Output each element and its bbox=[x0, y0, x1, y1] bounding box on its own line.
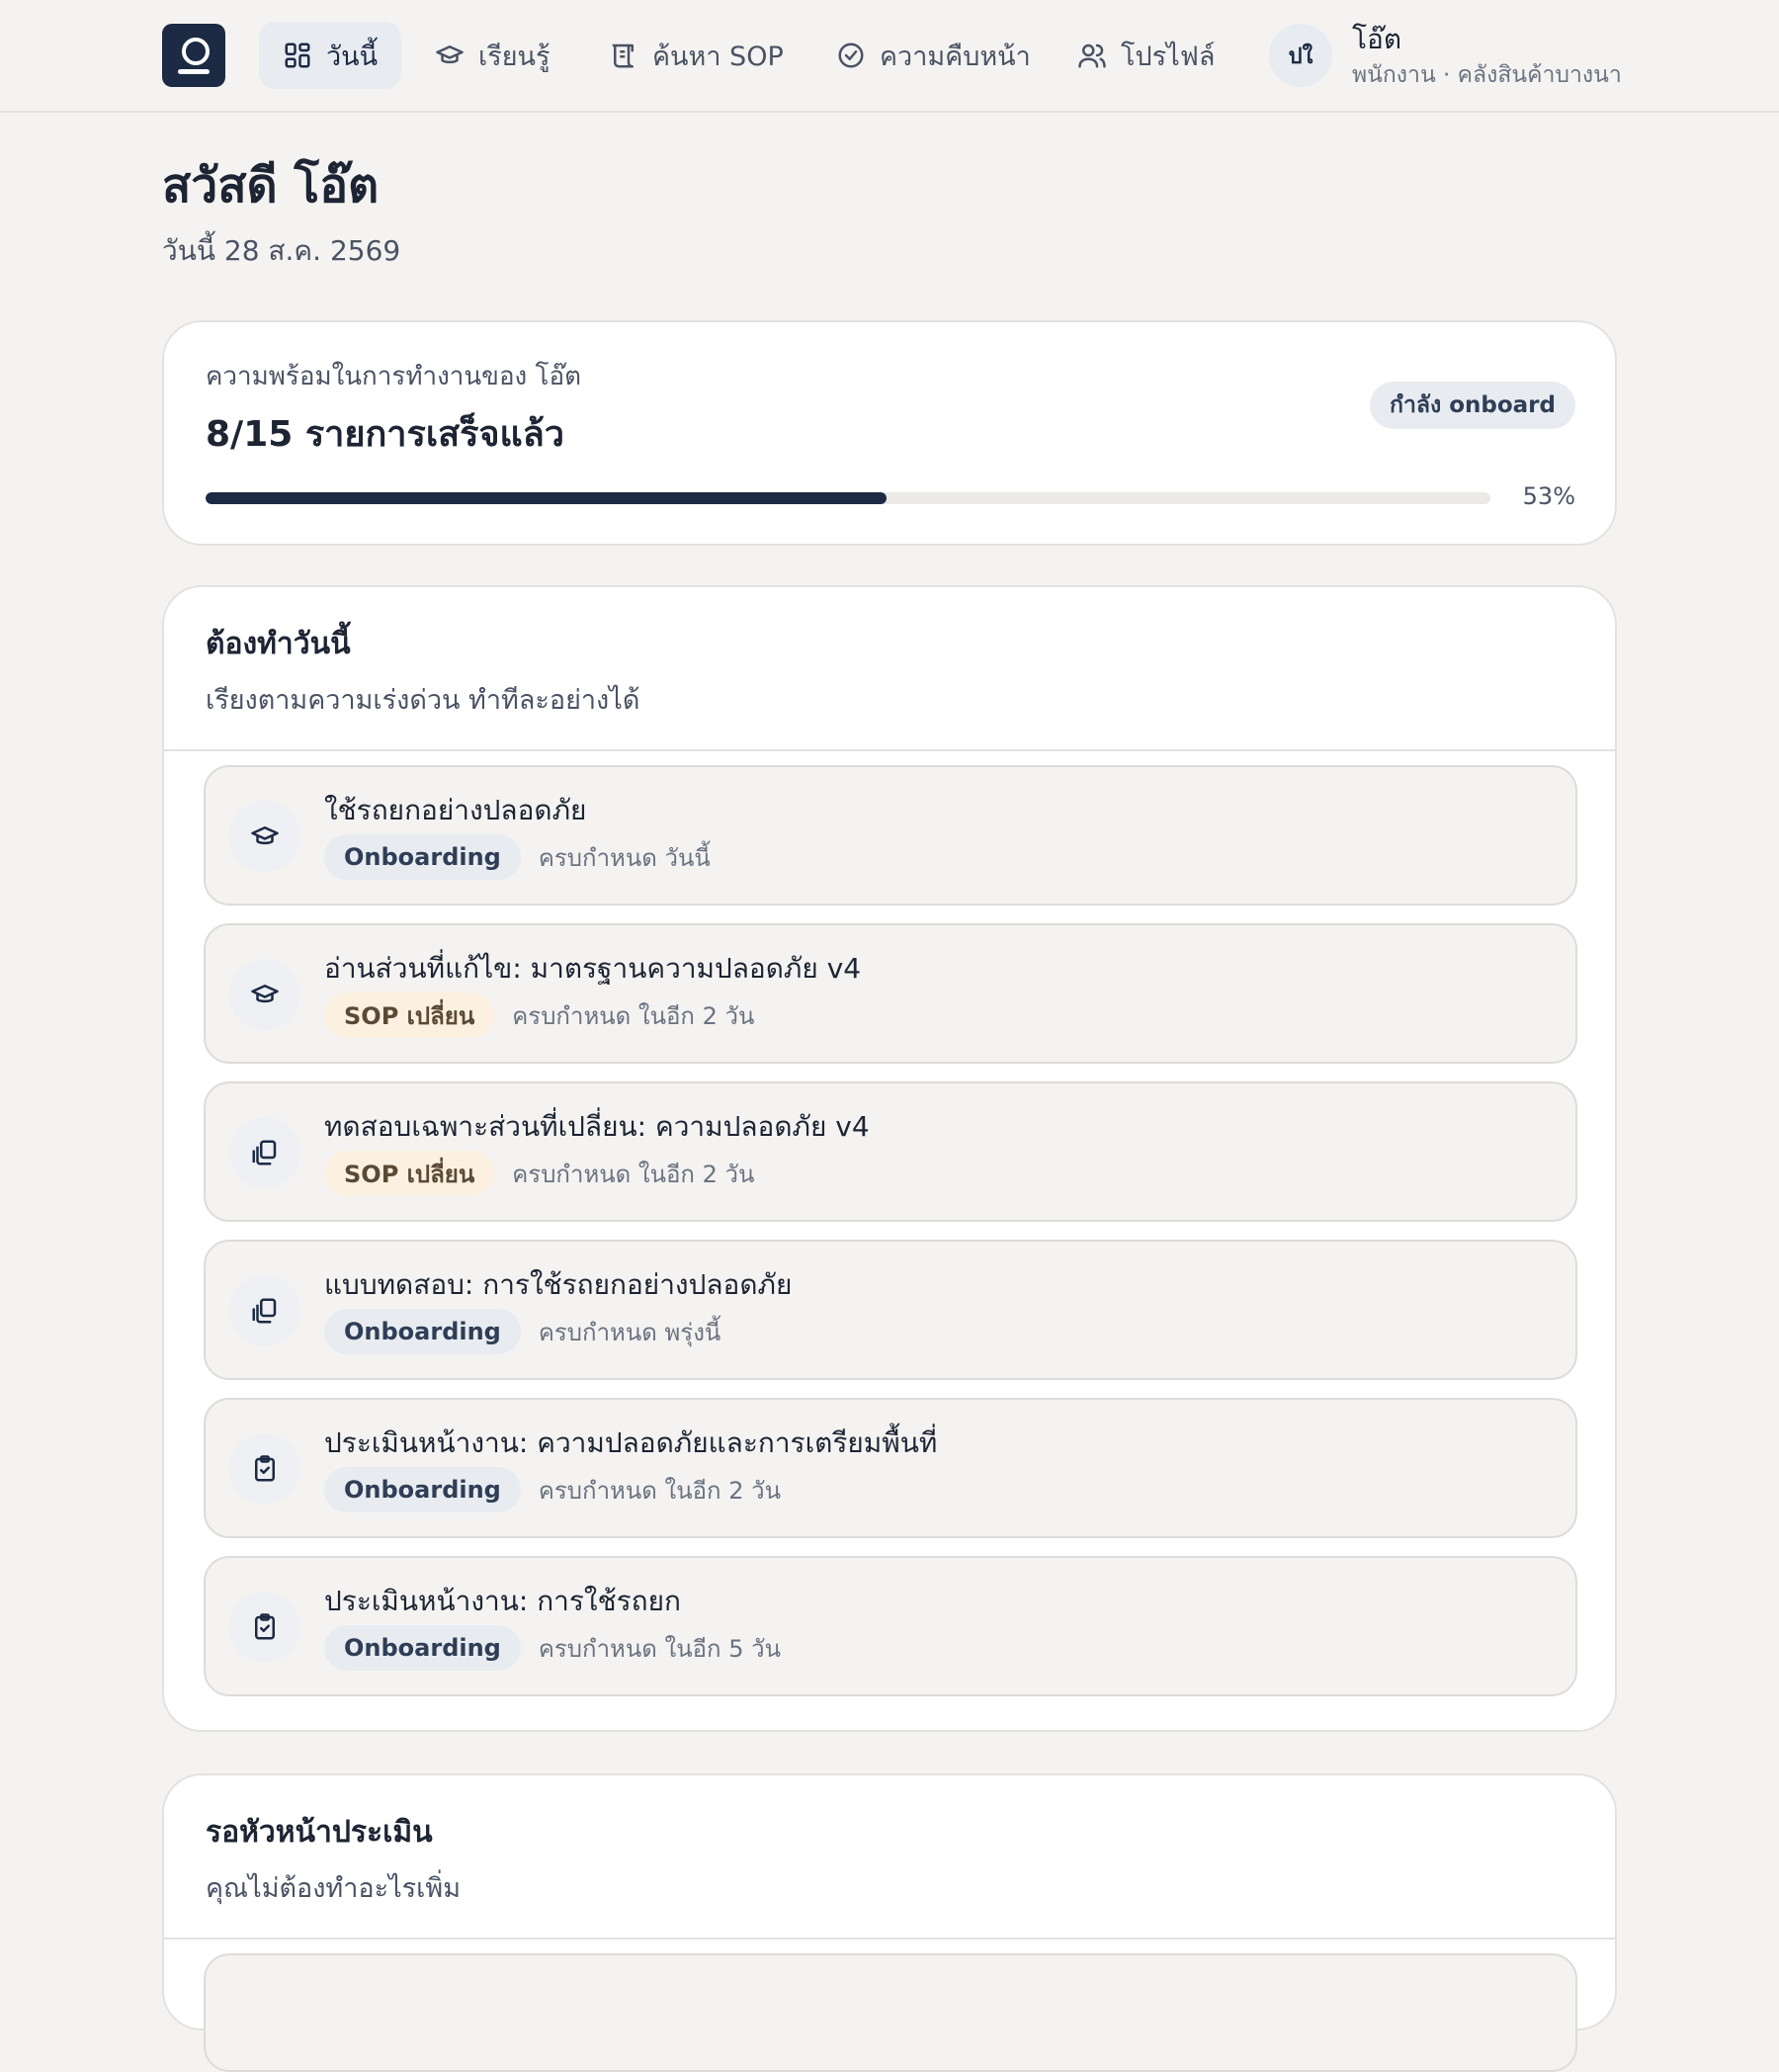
task-meta bbox=[324, 993, 754, 1038]
section-subtitle: คุณไม่ต้องทำอะไรเพิ่ม bbox=[206, 1873, 462, 1904]
task-meta bbox=[324, 834, 711, 880]
section-title: รอหัวหน้าประเมิน bbox=[206, 1815, 433, 1850]
graduation-cap-icon bbox=[250, 980, 280, 1009]
task-title: ประเมินหน้างาน: การใช้รถยก bbox=[324, 1585, 681, 1617]
task-tag: SOP เปลี่ยน bbox=[324, 993, 494, 1038]
task-due: ครบกำหนด ในอีก 2 วัน bbox=[538, 1476, 781, 1505]
pending-item[interactable] bbox=[204, 1953, 1577, 2072]
task-due: ครบกำหนด วันนี้ bbox=[538, 843, 711, 872]
dashboard-grid-icon bbox=[283, 41, 312, 70]
progress-percent: 53% bbox=[1522, 482, 1575, 510]
users-icon bbox=[1077, 41, 1107, 70]
user-name: โอ๊ต bbox=[1352, 23, 1402, 55]
task-tag: Onboarding bbox=[324, 834, 521, 880]
task-tag: SOP เปลี่ยน bbox=[324, 1151, 494, 1196]
readiness-card bbox=[162, 320, 1617, 546]
task-tag: Onboarding bbox=[324, 1467, 521, 1512]
tab-learn-label: เรียนรู้ bbox=[478, 41, 551, 72]
today-date: วันนี้ 28 ส.ค. 2569 bbox=[162, 234, 401, 267]
logo-bar bbox=[178, 69, 210, 74]
tab-progress[interactable] bbox=[812, 22, 1055, 89]
app-logo[interactable] bbox=[162, 24, 225, 87]
task-meta bbox=[324, 1625, 781, 1671]
task-title: แบบทดสอบ: การใช้รถยกอย่างปลอดภัย bbox=[324, 1268, 793, 1301]
logo-ring bbox=[182, 38, 210, 65]
top-navigation bbox=[0, 0, 1779, 113]
task-icon-wrap bbox=[229, 801, 300, 872]
task-title: ทดสอบเฉพาะส่วนที่เปลี่ยน: ความปลอดภัย v4 bbox=[324, 1110, 870, 1143]
readiness-label: ความพร้อมในการทำงานของ โอ๊ต bbox=[206, 362, 581, 391]
task-due: ครบกำหนด ในอีก 5 วัน bbox=[538, 1634, 781, 1663]
readiness-count: 8/15 รายการเสร็จแล้ว bbox=[206, 414, 565, 455]
task-title: ใช้รถยกอย่างปลอดภัย bbox=[324, 794, 587, 826]
page-title: สวัสดี โอ๊ต bbox=[162, 158, 380, 214]
avatar[interactable]: ปใ bbox=[1269, 24, 1332, 87]
check-circle-icon bbox=[836, 41, 866, 70]
task-icon-wrap bbox=[229, 1275, 300, 1346]
task-meta bbox=[324, 1467, 781, 1512]
graduation-cap-icon bbox=[435, 41, 465, 70]
task-tag: Onboarding bbox=[324, 1625, 521, 1671]
divider bbox=[164, 1938, 1615, 1940]
task-icon-wrap bbox=[229, 1117, 300, 1188]
task-icon-wrap bbox=[229, 1433, 300, 1505]
clipboard-check-icon bbox=[250, 1454, 280, 1484]
task-item[interactable] bbox=[204, 1240, 1577, 1380]
document-scroll-icon bbox=[609, 41, 638, 70]
task-item[interactable] bbox=[204, 1398, 1577, 1538]
tab-profile-label: โปรไฟล์ bbox=[1121, 41, 1216, 72]
task-due: ครบกำหนด ในอีก 2 วัน bbox=[512, 1160, 755, 1188]
task-item[interactable] bbox=[204, 923, 1577, 1064]
task-tag: Onboarding bbox=[324, 1309, 521, 1354]
user-role: พนักงาน · คลังสินค้าบางนา bbox=[1352, 62, 1622, 88]
task-title: ประเมินหน้างาน: ความปลอดภัยและการเตรียมพื้นที่ bbox=[324, 1426, 938, 1459]
tab-learn[interactable] bbox=[411, 22, 574, 89]
status-badge: กำลัง onboard bbox=[1370, 382, 1575, 429]
graduation-cap-icon bbox=[250, 821, 280, 851]
task-item[interactable] bbox=[204, 765, 1577, 906]
task-list bbox=[204, 765, 1577, 1714]
section-subtitle: เรียงตามความเร่งด่วน ทำทีละอย่างได้ bbox=[206, 685, 640, 716]
tab-sop-search[interactable] bbox=[585, 22, 807, 89]
task-icon-wrap bbox=[229, 1592, 300, 1663]
tab-sop-search-label: ค้นหา SOP bbox=[652, 41, 784, 72]
task-due: ครบกำหนด ในอีก 2 วัน bbox=[512, 1001, 755, 1030]
section-title: ต้องทำวันนี้ bbox=[206, 627, 351, 661]
tab-profile[interactable] bbox=[1054, 22, 1238, 89]
divider bbox=[164, 749, 1615, 751]
tab-progress-label: ความคืบหน้า bbox=[880, 41, 1031, 72]
task-due: ครบกำหนด พรุ่งนี้ bbox=[538, 1318, 721, 1346]
pending-evaluation-card bbox=[162, 1773, 1617, 2030]
task-meta bbox=[324, 1309, 720, 1354]
progress-bar bbox=[206, 492, 1490, 504]
tab-today-label: วันนี้ bbox=[326, 41, 379, 72]
tab-today[interactable] bbox=[259, 22, 401, 89]
task-title: อ่านส่วนที่แก้ไข: มาตรฐานความปลอดภัย v4 bbox=[324, 952, 862, 985]
task-item[interactable] bbox=[204, 1556, 1577, 1696]
task-item[interactable] bbox=[204, 1081, 1577, 1222]
task-meta bbox=[324, 1151, 754, 1196]
copy-documents-icon bbox=[250, 1138, 280, 1167]
today-tasks-card bbox=[162, 585, 1617, 1732]
progress-fill bbox=[206, 492, 887, 504]
copy-documents-icon bbox=[250, 1296, 280, 1326]
clipboard-check-icon bbox=[250, 1612, 280, 1642]
task-icon-wrap bbox=[229, 959, 300, 1030]
